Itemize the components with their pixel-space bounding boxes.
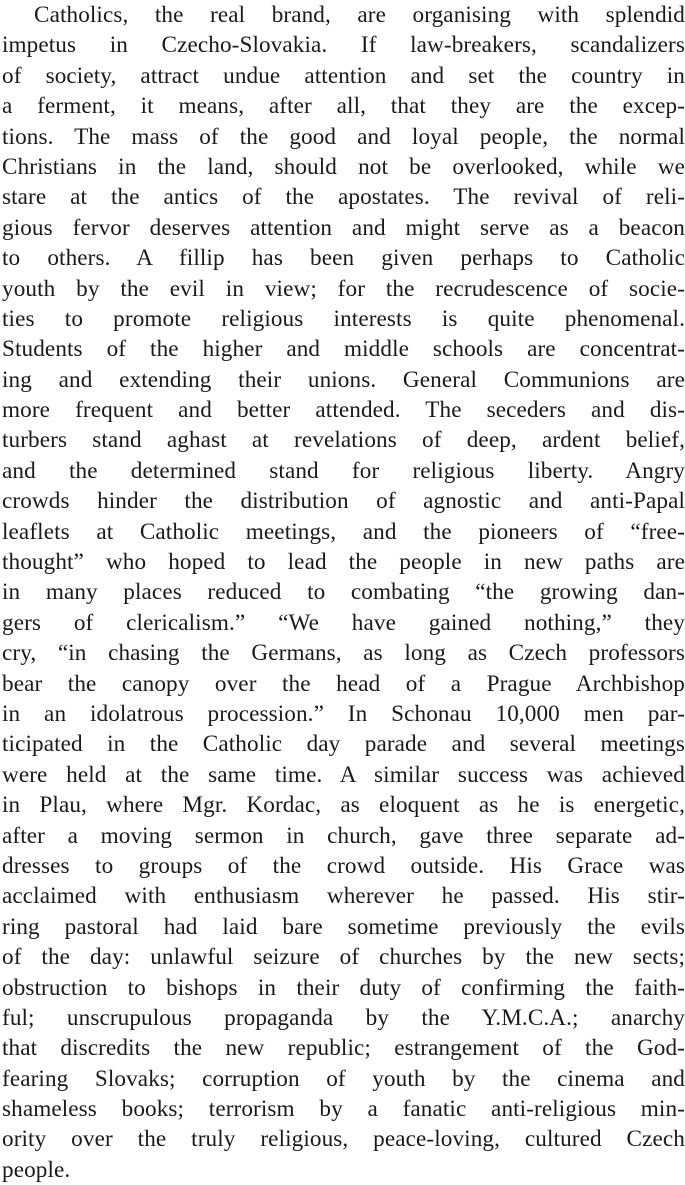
text-line: bear the canopy over the head of a Prague Archbishop — [2, 670, 685, 697]
text-line: Students of the higher and middle schools are concentrat- — [2, 336, 685, 363]
text-line: ticipated in the Catholic day parade and several meetings — [2, 731, 685, 758]
text-line: gious fervor deserves attention and might serve as a beacon — [2, 214, 685, 241]
text-line: shameless books; terrorism by a fanatic anti-religious min- — [2, 1096, 685, 1123]
text-line: crowds hinder the distribution of agnostic and anti-Papal — [2, 488, 685, 515]
text-line: youth by the evil in view; for the recrudescence of socie- — [2, 275, 685, 302]
text-line: that discredits the new republic; estrangement of the God- — [2, 1035, 685, 1062]
text-line: thought” who hoped to lead the people in new paths are — [2, 549, 685, 576]
text-line: acclaimed with enthusiasm wherever he passed. His stir- — [2, 883, 685, 910]
text-line: ing and extending their unions. General Communions are — [2, 366, 685, 393]
text-line: ority over the truly religious, peace-loving, cultured Czech — [2, 1126, 685, 1153]
text-line: were held at the same time. A similar success was achieved — [2, 761, 685, 788]
text-line: ties to promote religious interests is quite phenomenal. — [2, 305, 685, 332]
text-line: people. — [2, 1156, 71, 1183]
text-line: stare at the antics of the apostates. The revival of reli- — [2, 184, 685, 211]
text-line: cry, “in chasing the Germans, as long as Czech professors — [2, 640, 685, 667]
text-line: leaflets at Catholic meetings, and the pioneers of “free- — [2, 518, 685, 545]
text-line: in an idolatrous procession.” In Schonau 10,000 men par- — [2, 700, 685, 727]
text-line: in many places reduced to combating “the growing dan- — [2, 579, 685, 606]
text-line: and the determined stand for religious liberty. Angry — [2, 457, 685, 484]
text-line: a ferment, it means, after all, that they are the excep- — [2, 93, 685, 120]
text-line: ful; unscrupulous propaganda by the Y.M.C.A.; anarchy — [2, 1004, 685, 1031]
text-line: more frequent and better attended. The seceders and dis- — [2, 397, 685, 424]
text-line: ring pastoral had laid bare sometime previously the evils — [2, 913, 685, 940]
text-line: to others. A fillip has been given perhaps to Catholic — [2, 245, 685, 272]
text-line: in Plau, where Mgr. Kordac, as eloquent as he is energetic, — [2, 792, 685, 819]
text-line: turbers stand aghast at revelations of deep, ardent belief, — [2, 427, 685, 454]
text-line: impetus in Czecho-Slovakia. If law-breakers, scandalizers — [2, 32, 685, 59]
article-paragraph — [2, 0, 685, 1185]
text-line: obstruction to bishops in their duty of confirming the faith- — [2, 974, 685, 1001]
text-line: Catholics, the real brand, are organising with splendid — [34, 2, 685, 28]
text-line: gers of clericalism.” “We have gained nothing,” they — [2, 609, 685, 636]
text-line: tions. The mass of the good and loyal people, the normal — [2, 123, 685, 150]
text-line: of society, attract undue attention and set the country in — [2, 62, 685, 89]
text-line: fearing Slovaks; corruption of youth by the cinema and — [2, 1065, 685, 1092]
text-line: Christians in the land, should not be overlooked, while we — [2, 153, 685, 180]
text-line: after a moving sermon in church, gave three separate ad- — [2, 822, 685, 849]
text-line: dresses to groups of the crowd outside. His Grace was — [2, 852, 685, 879]
text-line: of the day: unlawful seizure of churches by the new sects; — [2, 944, 685, 971]
